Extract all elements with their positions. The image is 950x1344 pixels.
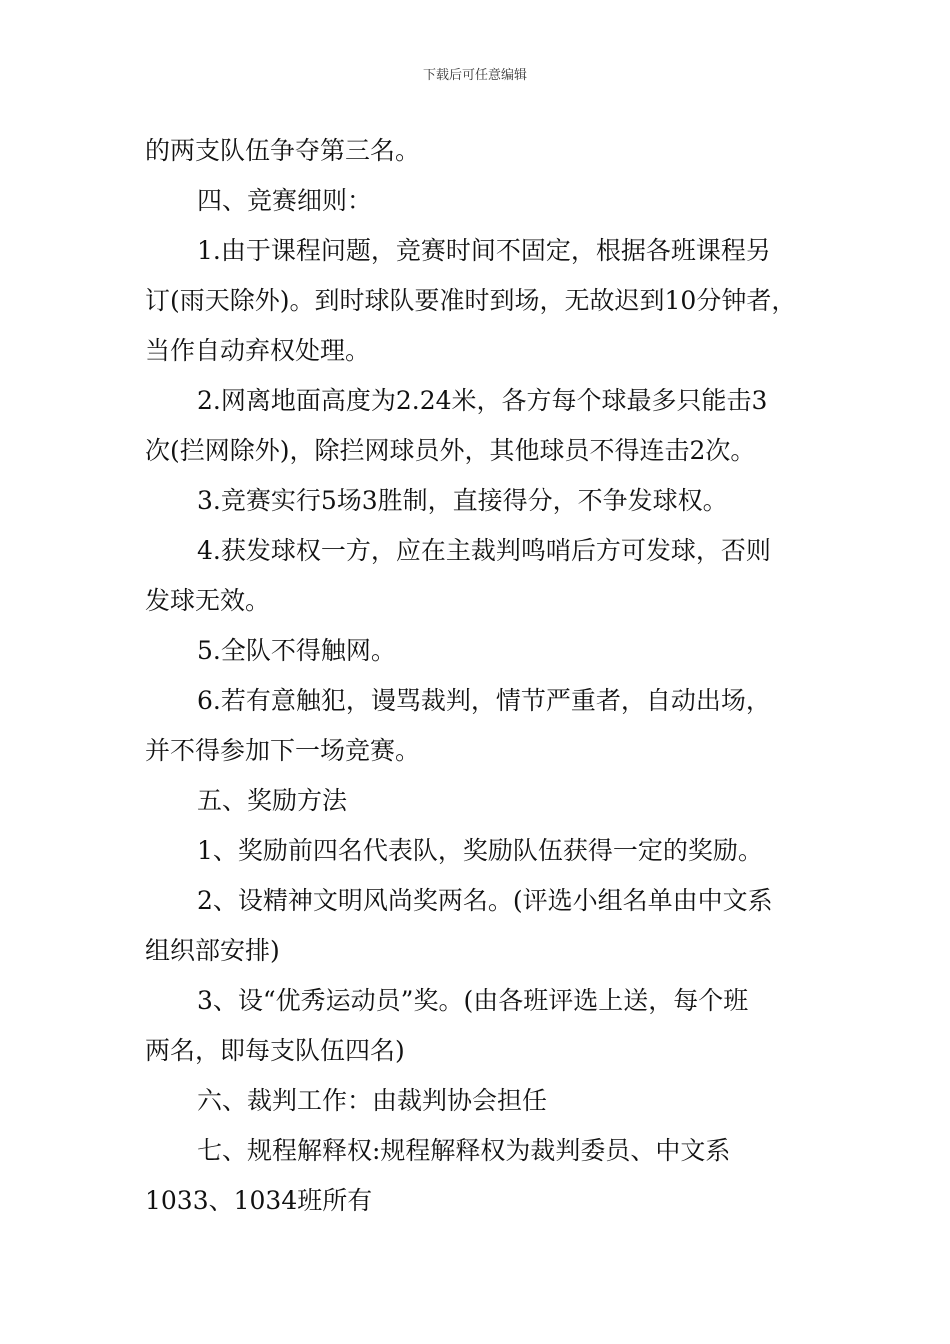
text-line: 3、设“优秀运动员”奖。(由各班评选上送，每个班	[197, 986, 749, 1015]
text-line: 七、规程解释权:规程解释权为裁判委员、中文系	[197, 1136, 731, 1165]
text-line: 的两支队伍争夺第三名。	[145, 136, 421, 165]
text-line: 四、竞赛细则：	[197, 186, 373, 215]
text-line: 当作自动弃权处理。	[145, 336, 371, 365]
text-line: 订(雨天除外)。到时球队要准时到场，无故迟到10分钟者，	[145, 286, 797, 315]
text-line: 2.网离地面高度为2.24米，各方每个球最多只能击3	[197, 386, 768, 415]
text-line: 两名，即每支队伍四名)	[145, 1036, 405, 1065]
text-line: 6.若有意触犯，谩骂裁判，情节严重者，自动出场，	[197, 686, 771, 715]
text-line: 3.竞赛实行5场3胜制，直接得分，不争发球权。	[197, 486, 728, 515]
text-line: 4.获发球权一方，应在主裁判鸣哨后方可发球，否则	[197, 536, 771, 565]
text-line: 发球无效。	[145, 586, 271, 615]
text-line: 组织部安排)	[145, 936, 280, 965]
text-line: 次(拦网除外)，除拦网球员外，其他球员不得连击2次。	[145, 436, 756, 465]
text-line: 5.全队不得触网。	[197, 636, 396, 665]
document-body	[145, 126, 815, 1226]
text-line: 2、设精神文明风尚奖两名。(评选小组名单由中文系	[197, 886, 773, 915]
text-line: 并不得参加下一场竞赛。	[145, 736, 421, 765]
text-line: 1、奖励前四名代表队，奖励队伍获得一定的奖励。	[197, 836, 763, 865]
text-line: 五、奖励方法	[197, 786, 348, 815]
page-header: 下载后可任意编辑	[422, 68, 527, 83]
text-line: 1.由于课程问题，竞赛时间不固定，根据各班课程另	[197, 236, 771, 265]
text-line: 六、裁判工作：由裁判协会担任	[197, 1086, 548, 1115]
text-line: 1033、1034班所有	[145, 1186, 373, 1215]
